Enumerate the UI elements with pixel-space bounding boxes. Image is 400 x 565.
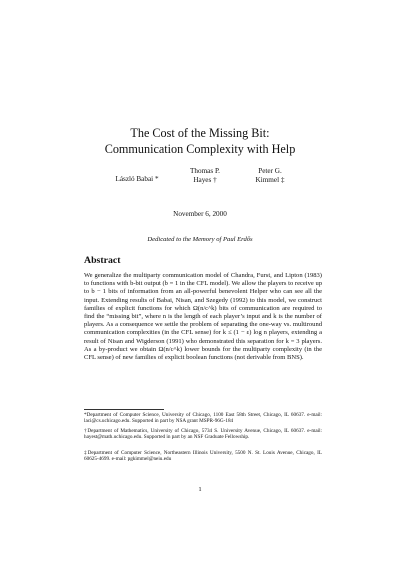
paper-title-line-1: The Cost of the Missing Bit: bbox=[130, 126, 270, 140]
dedication: Dedicated to the Memory of Paul Erdős bbox=[147, 236, 253, 243]
page-number: 1 bbox=[198, 486, 202, 493]
paper-date: November 6, 2000 bbox=[173, 210, 227, 218]
footnote-kimmel: ‡Department of Computer Science, Northeastern Illinois University, 5500 N. St. Louis Avenue, Chicago, IL 60625-4699. e-mail: pgkimmel@neiu.edu bbox=[84, 450, 322, 463]
footnote-babai: *Department of Computer Science, University of Chicago, 1100 East 58th Street, Chicago, IL 60637. e-mail: laci@cs.uchicago.edu. Supported in part by NSA grant MSPR-96G-184 bbox=[84, 412, 322, 425]
abstract-text: We generalize the multiparty communication model of Chandra, Furst, and Lipton (1983) to functions with b-bit output (b = 1 in the CFL model). We allow the players to receive up to b − 1 bits of information from an all-powerful benevolent Helper who can see all the input. Extending results of Babai, Nisan, and Szegedy (1992) to this model, we construct families of explicit functions for which Ω(n/c^k) bits of communication are required to find the “missing bit”, where n is the length of each player’s input and k is the number of players. As a consequence we settle the problem of separating the one-way vs. multiround communication complexities (in the CFL sense) for k ≤ (1 − ε) log n players, extending a result of Nisan and Wigderson (1991) who demonstrated this separation for k = 3 players. As a by-product we obtain Ω(n/c^k) lower bounds for the multiparty complexity (in the CFL sense) of new families of explicit boolean functions (not derivable from BNS). bbox=[84, 272, 322, 362]
author-name-last: Hayes † bbox=[193, 176, 217, 184]
abstract-heading: Abstract bbox=[84, 255, 121, 266]
footnote-rule bbox=[84, 409, 164, 410]
author-name: László Babai * bbox=[115, 175, 159, 183]
paper-title-line-2: Communication Complexity with Help bbox=[104, 142, 296, 156]
author-kimmel bbox=[250, 167, 290, 185]
footnote-hayes: †Department of Mathematics, University of Chicago, 5734 S. University Avenue, Chicago, IL 60637. e-mail: hayest@math.uchicago.edu. Supported in part by an NSF Graduate Fellowship. bbox=[84, 428, 322, 441]
author-name-first: Thomas P. bbox=[190, 167, 220, 175]
author-name-first: Peter G. bbox=[258, 167, 282, 175]
author-name-last: Kimmel ‡ bbox=[255, 176, 285, 184]
author-babai bbox=[107, 175, 167, 184]
author-hayes bbox=[180, 167, 230, 185]
